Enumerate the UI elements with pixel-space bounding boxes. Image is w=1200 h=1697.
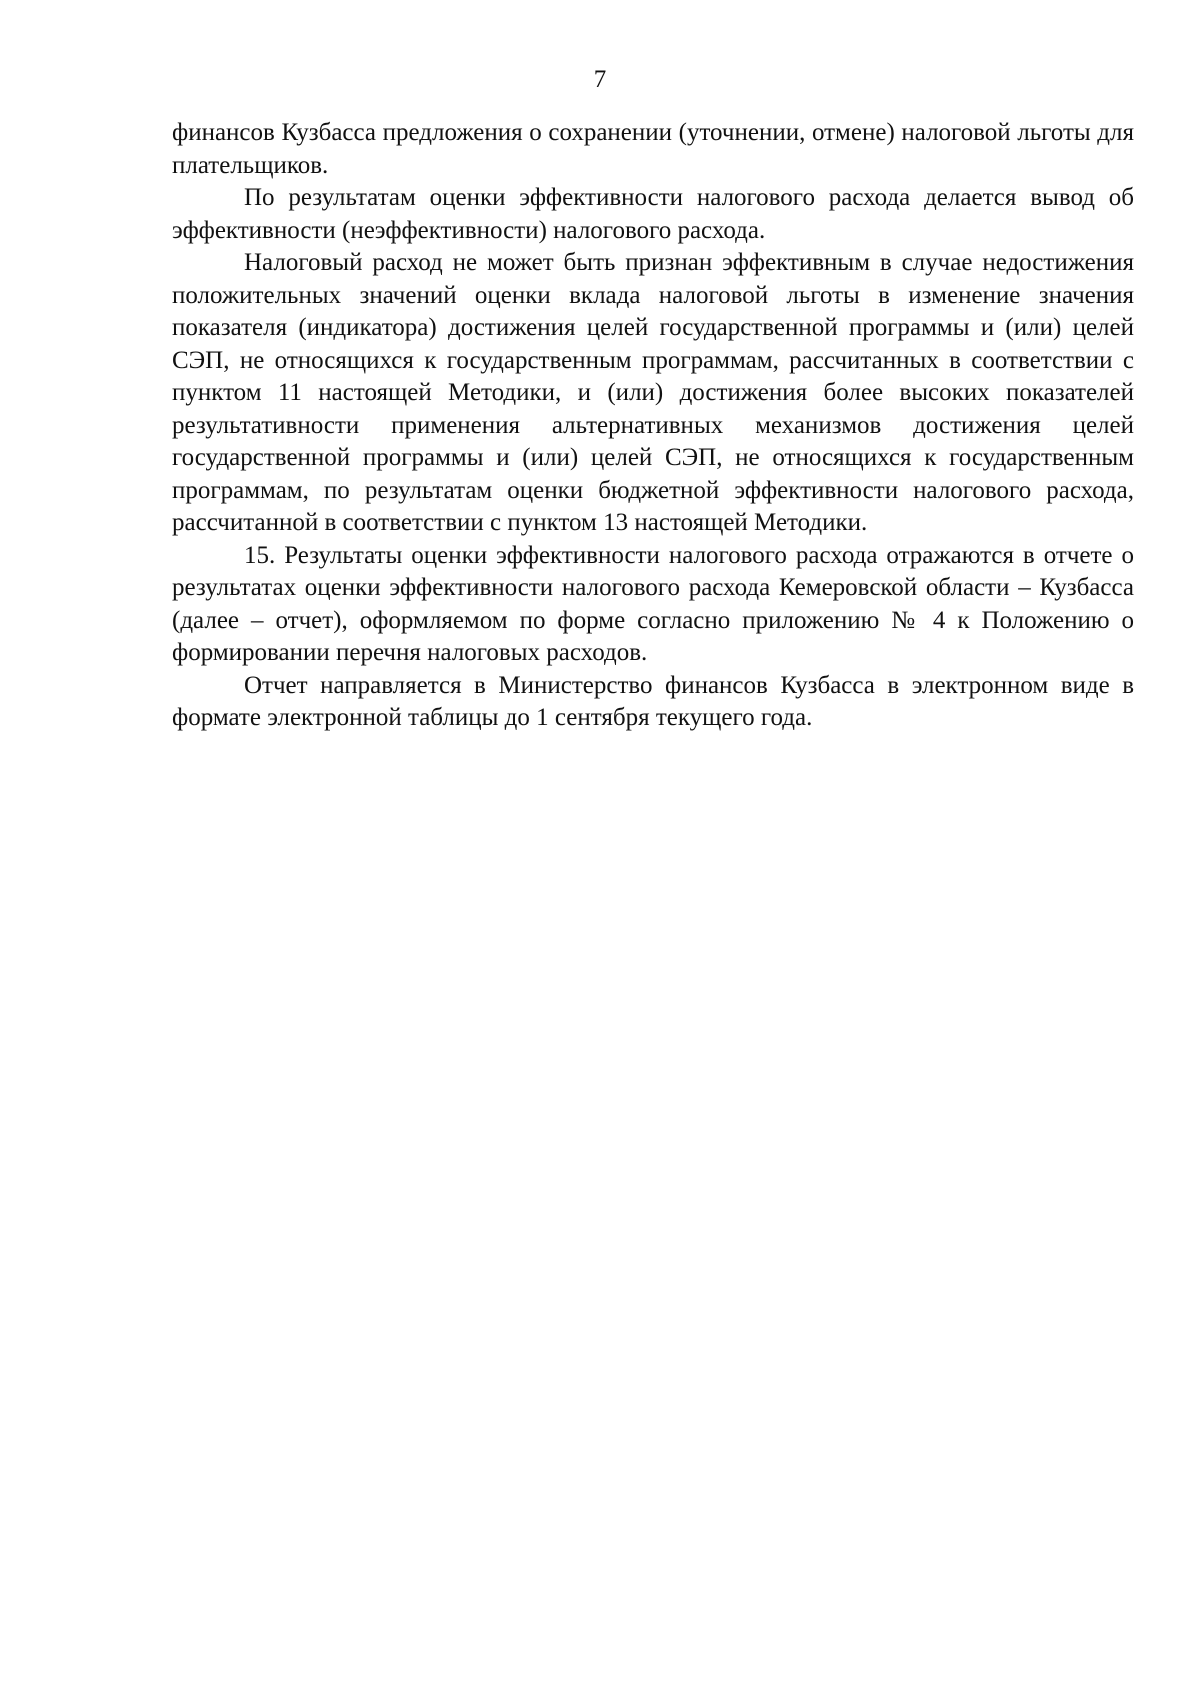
page-number: 7	[593, 66, 607, 93]
paragraph-report-submission: Отчет направляется в Министерство финансов Кузбасса в электронном виде в формате электронной таблицы до 1 сентября текущего года.	[172, 671, 1134, 731]
paragraph-inefficiency-criteria: Налоговый расход не может быть признан эффективным в случае недостижения положительных значений оценки вклада налоговой льготы в изменение значения показателя (индикатора) достижения целей государственной программы и (или) целей СЭП, не относящихся к государственным программам, рассчитанных в соответствии с пунктом 11 настоящей Методики, и (или) достижения более высоких показателей результативности применения альтернативных механизмов достижения целей государственной программы и (или) целей СЭП, не относящихся к государственным программам, по результатам оценки бюджетной эффективности налогового расхода, рассчитанной в соответствии с пунктом 13 настоящей Методики.	[172, 249, 1134, 536]
document-body	[172, 117, 1134, 735]
paragraph-efficiency-conclusion: По результатам оценки эффективности налогового расхода делается вывод об эффективности (неэффективности) налогового расхода.	[172, 184, 1134, 244]
paragraph-continuation: финансов Кузбасса предложения о сохранении (уточнении, отмене) налоговой льготы для плательщиков.	[172, 119, 1134, 179]
paragraph-item-15: 15. Результаты оценки эффективности налогового расхода отражаются в отчете о результатах оценки эффективности налогового расхода Кемеровской области – Кузбасса (далее – отчет), оформляемом по форме согласно приложению № 4 к Положению о формировании перечня налоговых расходов.	[172, 541, 1134, 666]
